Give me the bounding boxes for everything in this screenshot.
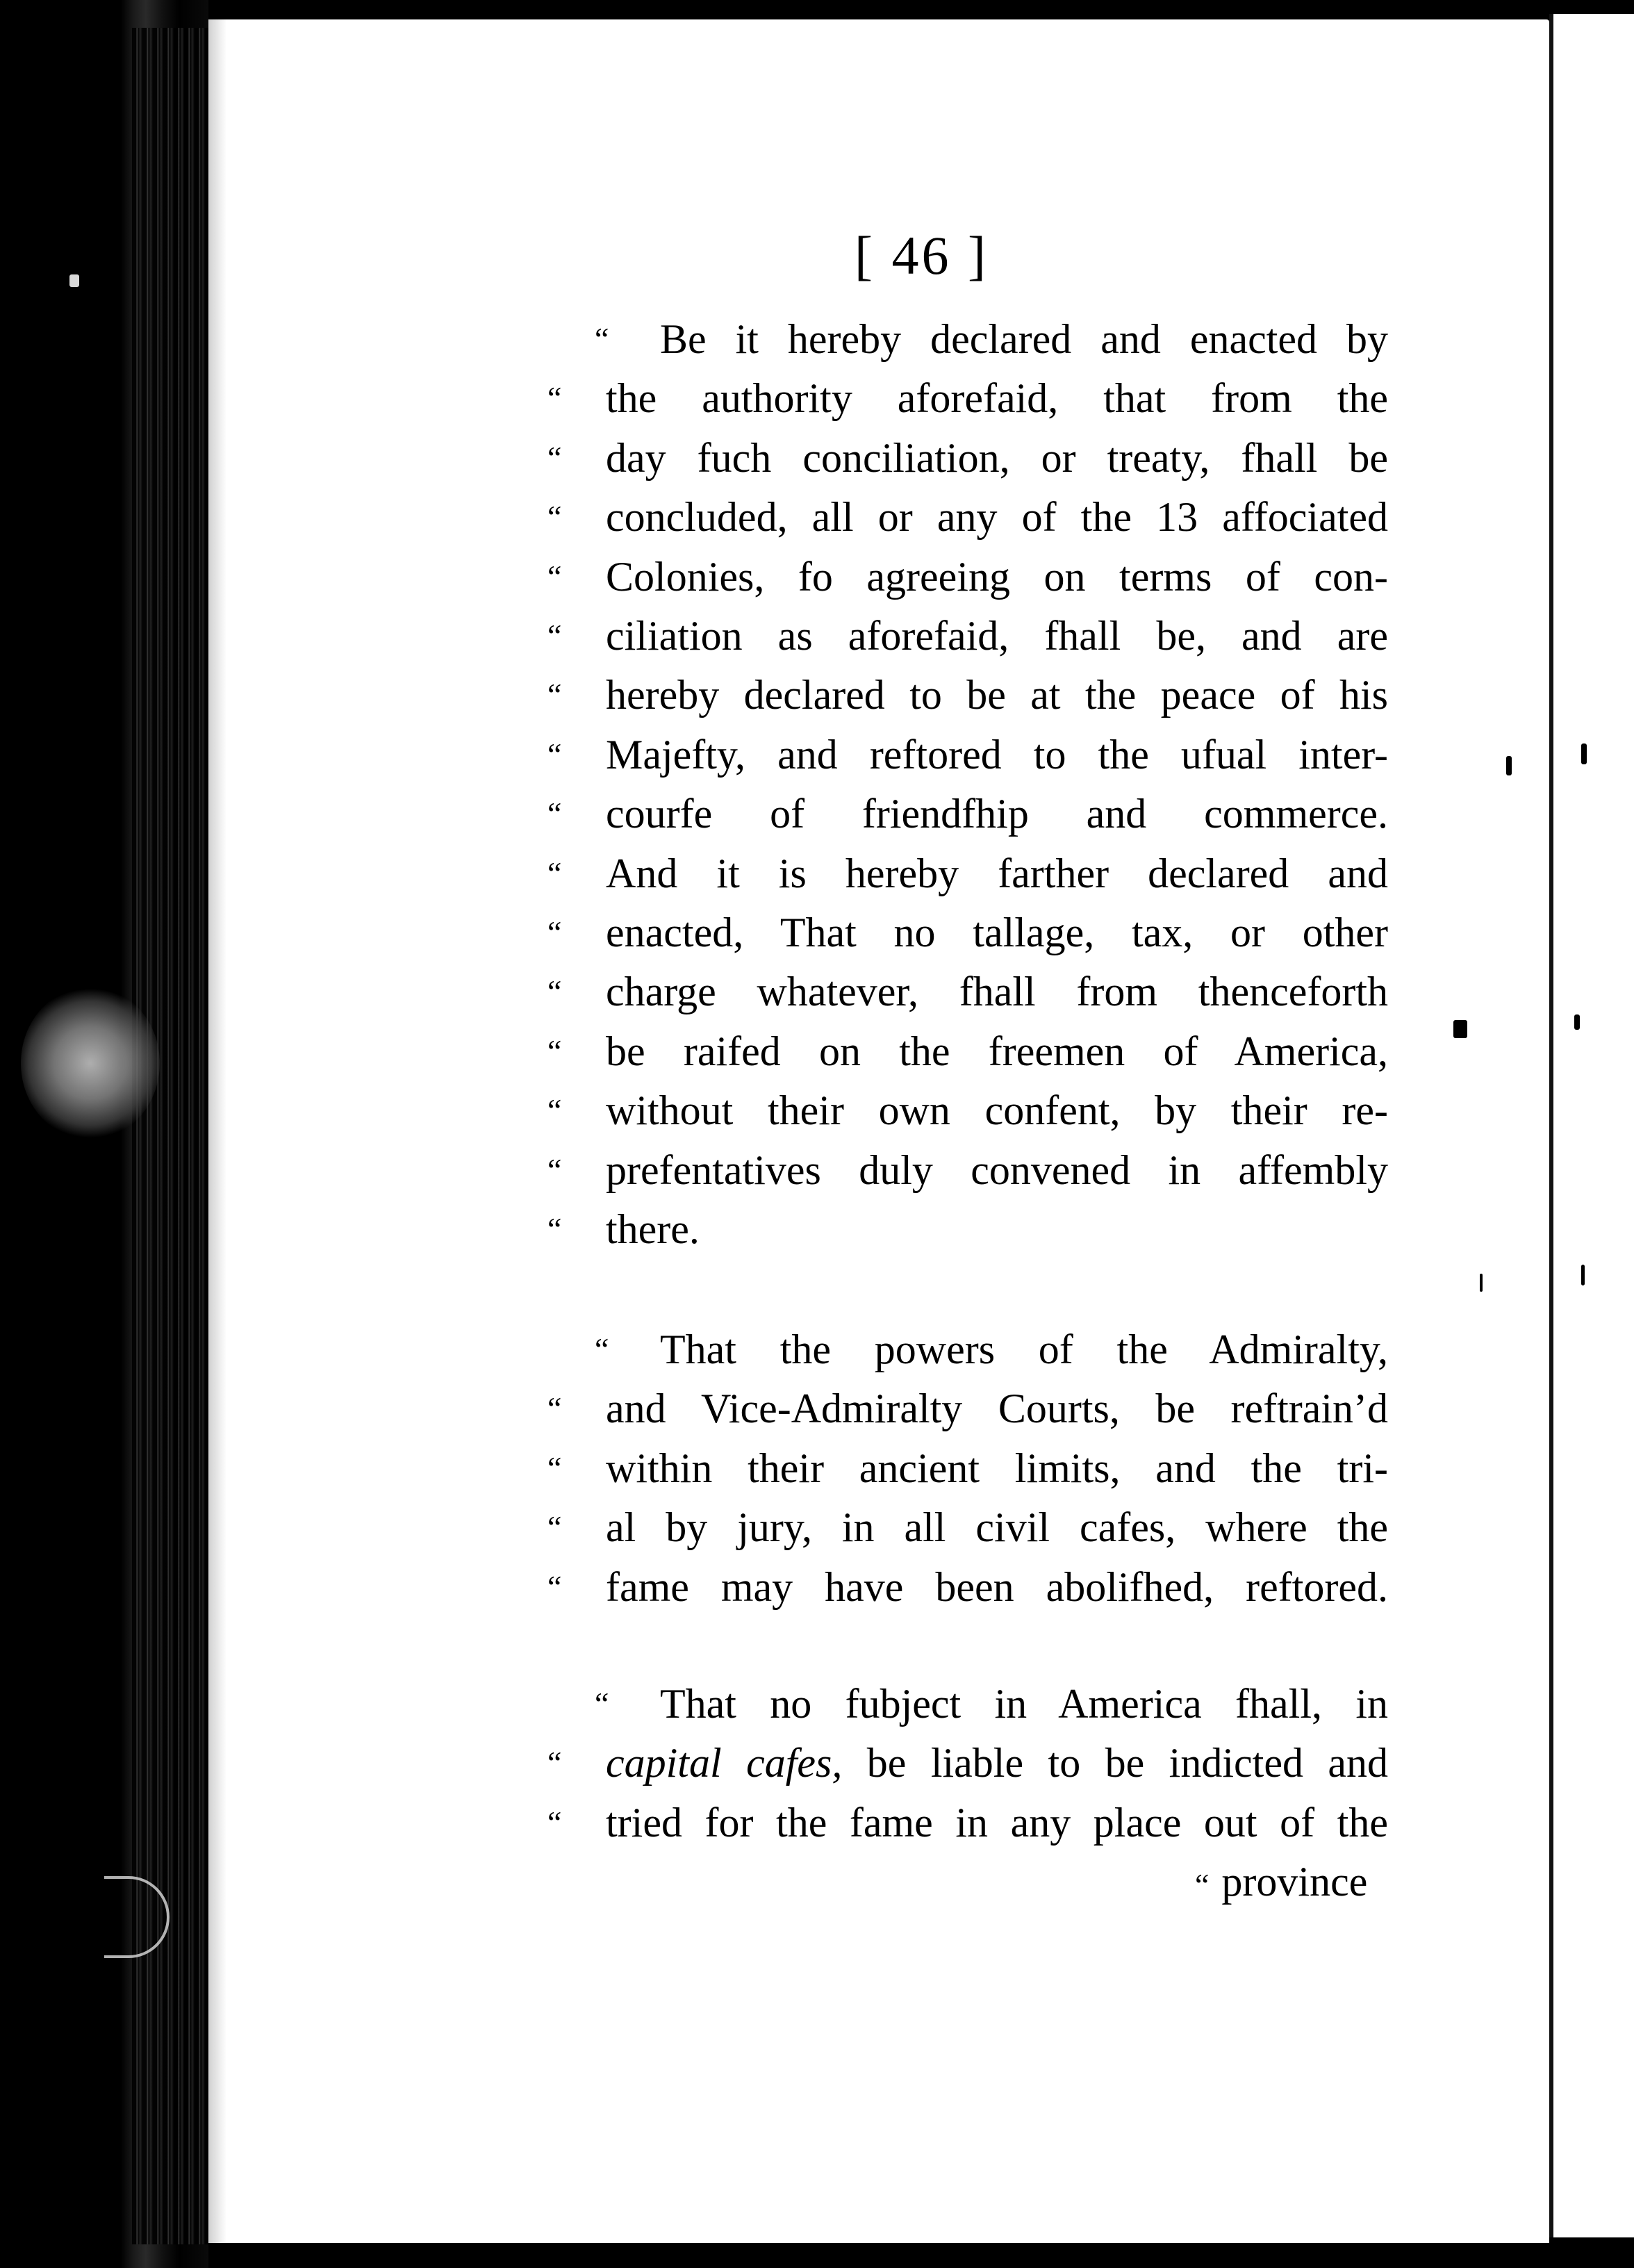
- book-page: [208, 19, 1549, 2243]
- bleed-mark: [1581, 1265, 1585, 1285]
- quote-mark: “: [547, 440, 562, 475]
- text-line: [208, 903, 1549, 962]
- quote-mark: “: [547, 618, 562, 653]
- text-line: [208, 1379, 1549, 1438]
- line-text: Be it hereby declared and enacted by: [660, 316, 1388, 362]
- quote-mark: “: [547, 1152, 562, 1188]
- text-line: [208, 429, 1549, 487]
- line-text: and Vice-Admiralty Courts, be reftrain’d: [606, 1386, 1388, 1431]
- text-line: [208, 310, 1549, 368]
- line-text: charge whatever, fhall from thenceforth: [606, 969, 1388, 1014]
- text-line: [208, 962, 1549, 1021]
- quote-mark: “: [547, 796, 562, 831]
- bottom-shadow: [208, 2243, 1634, 2268]
- text-line: [208, 607, 1549, 665]
- quote-mark: “: [547, 1092, 562, 1128]
- quote-mark: “: [547, 1211, 562, 1247]
- line-text: That no fubject in America fhall, in: [660, 1681, 1388, 1727]
- quote-mark: “: [547, 914, 562, 950]
- quote-mark: “: [547, 1805, 562, 1840]
- quote-mark: “: [547, 1450, 562, 1486]
- text-line: [208, 784, 1549, 843]
- text-line: [208, 369, 1549, 427]
- text-line: [208, 844, 1549, 903]
- text-line: [208, 725, 1549, 784]
- line-text: day fuch conciliation, or treaty, fhall be: [606, 435, 1388, 481]
- paper-damage-tuft: [21, 987, 160, 1140]
- text-line: [208, 1320, 1549, 1379]
- page-number: [ 46 ]: [855, 225, 989, 286]
- quote-mark: “: [547, 1509, 562, 1545]
- line-text: That the powers of the Admiralty,: [660, 1326, 1388, 1372]
- line-text: courfe of friendfhip and commerce.: [606, 791, 1388, 837]
- text-line: [208, 548, 1549, 606]
- line-text: within their ancient limits, and the tri-: [606, 1445, 1388, 1491]
- page-text: [208, 19, 1549, 2243]
- line-text: the authority aforefaid, that from the: [606, 375, 1388, 421]
- catchword-text: province: [1221, 1859, 1368, 1905]
- line-text: And it is hereby farther declared and: [606, 850, 1388, 896]
- line-text: [606, 1734, 1388, 1792]
- text-line: [208, 1558, 1549, 1616]
- line-text: prefentatives duly convened in affembly: [606, 1147, 1388, 1193]
- quote-mark: “: [547, 737, 562, 772]
- bleed-mark: [1574, 1014, 1580, 1030]
- quote-mark: “: [547, 1569, 562, 1604]
- quote-mark: “: [547, 1745, 562, 1780]
- text-line: [208, 1081, 1549, 1140]
- line-text: tried for the fame in any place out of the: [606, 1800, 1388, 1846]
- line-text: ciliation as aforefaid, fhall be, and are: [606, 613, 1388, 659]
- quote-mark: “: [547, 677, 562, 712]
- line-text: hereby declared to be at the peace of his: [606, 672, 1388, 718]
- text-line: [208, 1022, 1549, 1080]
- text-line: [208, 666, 1549, 724]
- text-line: [208, 1793, 1549, 1852]
- text-line: [208, 1439, 1549, 1497]
- bleed-mark: [1581, 743, 1587, 764]
- line-text: enacted, That no tallage, tax, or other: [606, 910, 1388, 955]
- quote-mark: “: [547, 380, 562, 416]
- text-line: [208, 1498, 1549, 1556]
- quote-mark: “: [547, 559, 562, 594]
- text-line: [208, 1200, 1549, 1258]
- quote-mark: “: [1195, 1867, 1210, 1903]
- binding-speck: [69, 274, 79, 287]
- quote-mark: “: [547, 1390, 562, 1426]
- text-line: [208, 1734, 1549, 1792]
- italic-phrase: capital cafes,: [606, 1740, 843, 1786]
- text-line: [208, 488, 1549, 546]
- quote-mark: “: [547, 1033, 562, 1069]
- line-text: Majefty, and reftored to the ufual inter-: [606, 732, 1388, 778]
- line-text: fame may have been abolifhed, reftored.: [606, 1564, 1388, 1610]
- quote-mark: “: [595, 1686, 609, 1721]
- line-text: without their own confent, by their re-: [606, 1087, 1388, 1133]
- text-line: [208, 1141, 1549, 1199]
- book-binding: [0, 0, 208, 2268]
- text-line: [208, 1675, 1549, 1733]
- line-text: be raifed on the freemen of America,: [606, 1028, 1388, 1074]
- quote-mark: “: [547, 499, 562, 534]
- quote-mark: “: [595, 1331, 609, 1367]
- line-text: there.: [606, 1206, 700, 1252]
- line-text: concluded, all or any of the 13 affociated: [606, 494, 1388, 540]
- quote-mark: “: [547, 855, 562, 891]
- catchword: [1195, 1852, 1367, 1914]
- quote-mark: “: [595, 321, 609, 356]
- line-text: al by jury, in all civil cafes, where the: [606, 1504, 1388, 1550]
- quote-mark: “: [547, 973, 562, 1009]
- facing-page-edge: [1549, 14, 1634, 2237]
- line-text-rest: be liable to be indicted and: [842, 1740, 1388, 1786]
- line-text: Colonies, fo agreeing on terms of con-: [606, 554, 1388, 600]
